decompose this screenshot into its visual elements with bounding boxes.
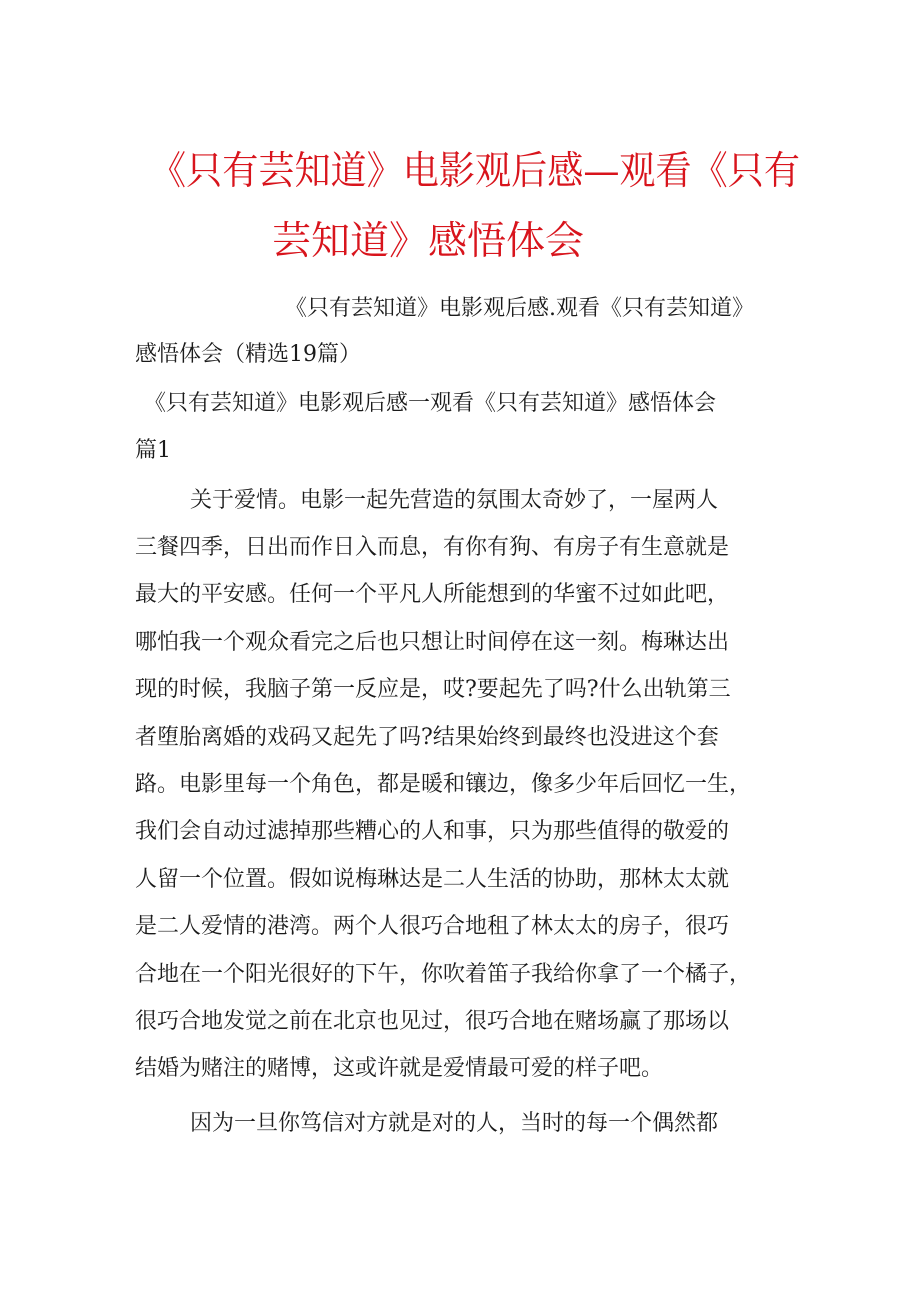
paragraph-1-line: 哪怕我一个观众看完之后也只想让时间停在这一刻。梅琳达出 [135, 630, 730, 655]
paragraph-1-line: 者堕胎离婚的戏码又起先了吗?结果始终到最终也没进这个套 [135, 725, 719, 750]
paragraph-2-line: 因为一旦你笃信对方就是对的人，当时的每一个偶然都 [190, 1111, 719, 1136]
section-heading-line-1: 《只有芸知道》电影观后感一观看《只有芸知道》感悟体会 [144, 391, 717, 416]
paragraph-1-line: 路。电影里每一个角色，都是暖和镶边，像多少年后回忆一生， [135, 772, 752, 797]
paragraph-1-line: 现的时候，我脑子第一反应是，哎?要起先了吗?什么出轨第三 [135, 677, 731, 702]
paragraph-1-line: 很巧合地发觉之前在北京也见过，很巧合地在赌场赢了那场以 [135, 1009, 730, 1034]
paragraph-1-line: 是二人爱情的港湾。两个人很巧合地租了林太太的房子，很巧 [135, 914, 730, 939]
section-heading-line-2: 篇1 [135, 438, 171, 463]
paragraph-1-line: 人留一个位置。假如说梅琳达是二人生活的协助，那林太太就 [135, 867, 730, 892]
document-title-line-1: 《只有芸知道》电影观后感—观看《只有 [150, 149, 800, 194]
paragraph-1-line: 关于爱情。电影一起先营造的氛围太奇妙了，一屋两人 [190, 488, 719, 513]
paragraph-1-line: 结婚为赌注的赌博，这或许就是爱情最可爱的样子吧。 [135, 1056, 664, 1081]
subtitle-line-1: 《只有芸知道》电影观后感.观看《只有芸知道》 [285, 296, 754, 321]
document-title-line-2: 芸知道》感悟体会 [272, 219, 585, 264]
paragraph-1-line: 三餐四季，日出而作日入而息，有你有狗、有房子有生意就是 [135, 535, 730, 560]
paragraph-1-line: 我们会自动过滤掉那些糟心的人和事，只为那些值得的敬爱的 [135, 819, 730, 844]
paragraph-1-line: 合地在一个阳光很好的下午，你吹着笛子我给你拿了一个橘子， [135, 962, 752, 987]
paragraph-1-line: 最大的平安感。任何一个平凡人所能想到的华蜜不过如此吧， [135, 582, 730, 607]
subtitle-line-2: 感悟体会（精选19篇） [135, 342, 361, 367]
